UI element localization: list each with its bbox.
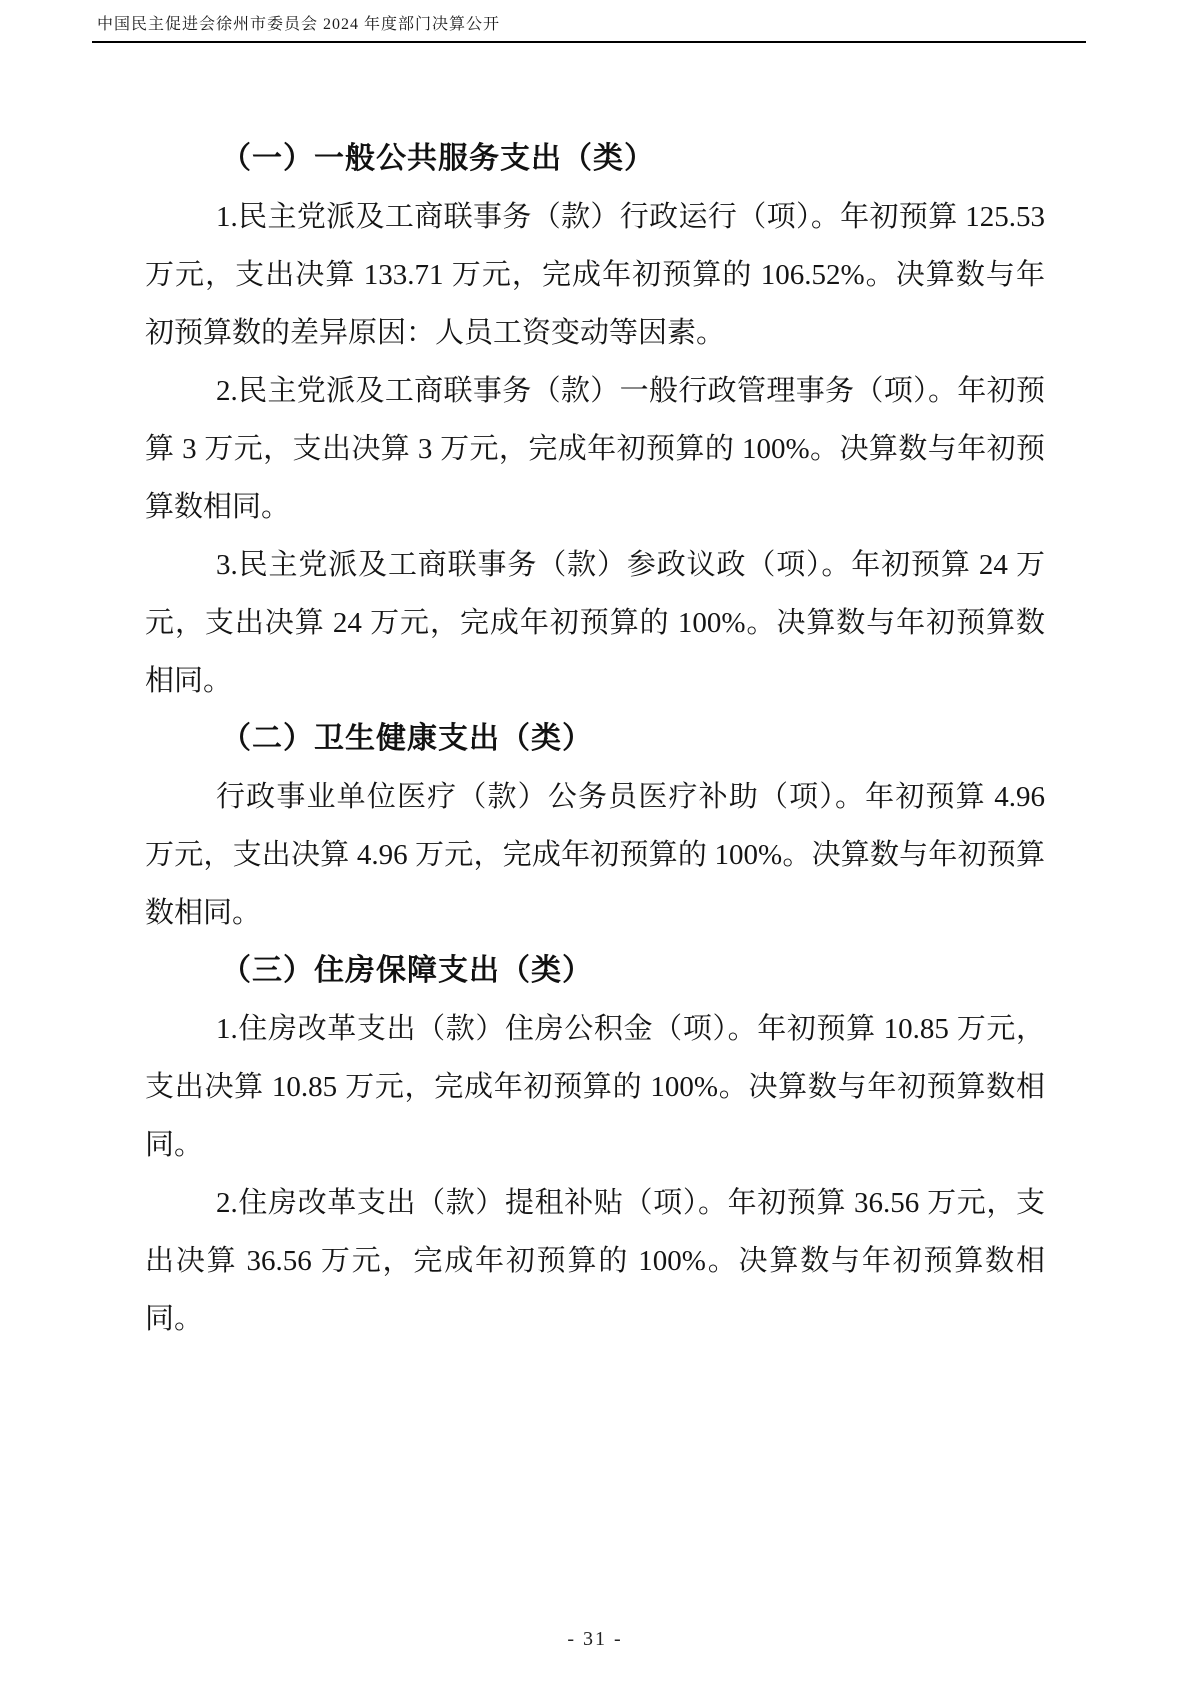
paragraph-3-1: 1.住房改革支出（款）住房公积金（项）。年初预算 10.85 万元，支出决算 10.85 万元，完成年初预算的 100%。决算数与年初预算数相同。 <box>145 1013 1045 1161</box>
document-body <box>145 130 1045 1348</box>
paragraph-3-2: 2.住房改革支出（款）提租补贴（项）。年初预算 36.56 万元，支出决算 36.56 万元，完成年初预算的 100%。决算数与年初预算数相同。 <box>145 1187 1045 1335</box>
header-title: 中国民主促进会徐州市委员会 2024 年度部门决算公开 <box>97 16 501 33</box>
section-heading-1: （一）一般公共服务支出（类） <box>221 142 655 175</box>
section-heading-3: （三）住房保障支出（类） <box>221 954 593 987</box>
paragraph-2-1: 行政事业单位医疗（款）公务员医疗补助（项）。年初预算 4.96 万元，支出决算 4.96 万元，完成年初预算的 100%。决算数与年初预算数相同。 <box>145 781 1045 929</box>
page-header <box>97 12 1087 38</box>
page-number: - 31 - <box>567 1628 623 1650</box>
page-footer <box>0 1628 1190 1651</box>
section-heading-2: （二）卫生健康支出（类） <box>221 722 593 755</box>
paragraph-1-1: 1.民主党派及工商联事务（款）行政运行（项）。年初预算 125.53 万元，支出决算 133.71 万元，完成年初预算的 106.52%。决算数与年初预算数的差异原因：人员工资变动等因素。 <box>145 201 1045 349</box>
paragraph-1-3: 3.民主党派及工商联事务（款）参政议政（项）。年初预算 24 万元，支出决算 24 万元，完成年初预算的 100%。决算数与年初预算数相同。 <box>145 549 1045 697</box>
paragraph-1-2: 2.民主党派及工商联事务（款）一般行政管理事务（项）。年初预算 3 万元，支出决算 3 万元，完成年初预算的 100%。决算数与年初预算数相同。 <box>145 375 1045 523</box>
header-divider <box>92 41 1086 43</box>
